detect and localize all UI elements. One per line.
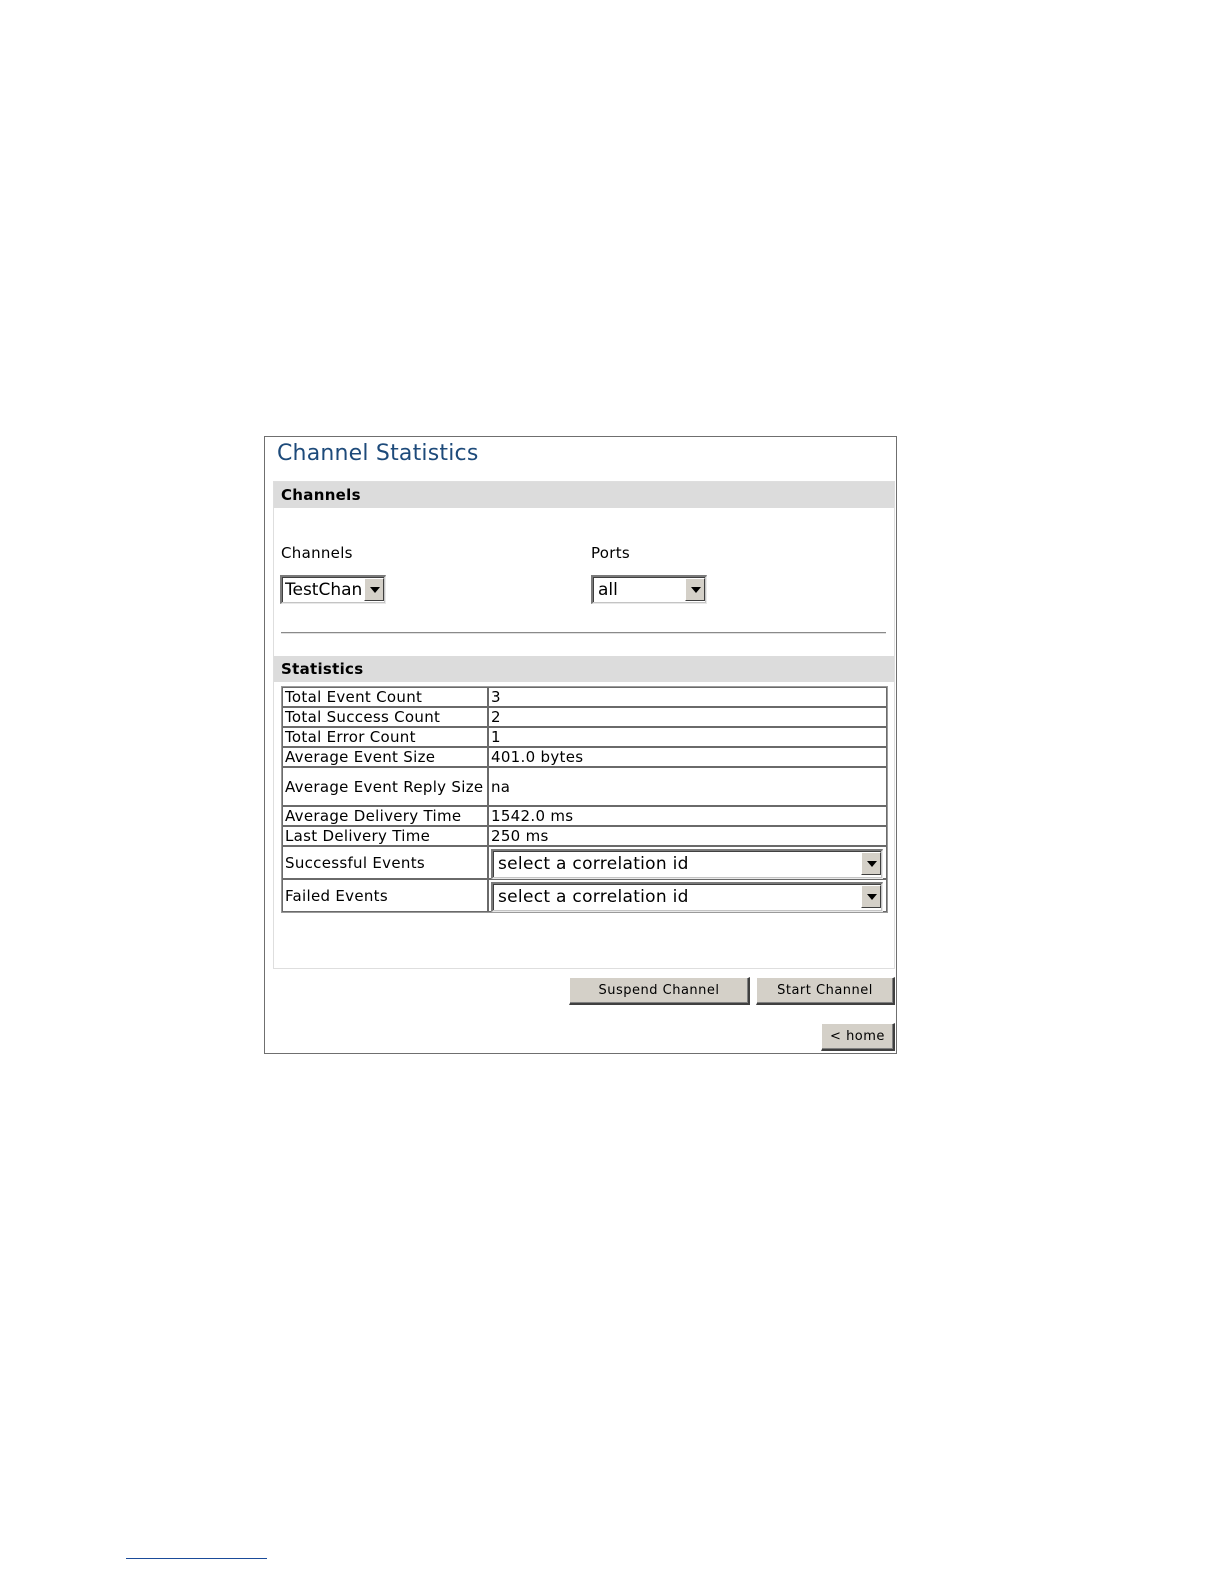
chevron-down-icon[interactable] — [364, 578, 384, 601]
chevron-down-icon[interactable] — [685, 578, 705, 601]
table-row — [282, 707, 887, 727]
failed-events-select-value: select a correlation id — [498, 887, 689, 907]
channels-select[interactable] — [280, 575, 386, 604]
stat-label: Total Error Count — [282, 727, 488, 747]
table-row — [282, 747, 887, 767]
table-row — [282, 767, 887, 806]
successful-events-cell — [488, 846, 887, 879]
stat-value: 1 — [488, 727, 887, 747]
failed-events-label: Failed Events — [282, 879, 488, 912]
stat-label: Last Delivery Time — [282, 826, 488, 846]
stat-label: Average Delivery Time — [282, 806, 488, 826]
channels-section-header: Channels — [274, 482, 894, 508]
statistics-section-header: Statistics — [274, 656, 894, 682]
stat-label: Average Event Reply Size — [282, 767, 488, 806]
stat-label: Total Event Count — [282, 687, 488, 707]
start-channel-button[interactable]: Start Channel — [756, 977, 895, 1005]
table-row — [282, 879, 887, 912]
stat-value: na — [488, 767, 887, 806]
stat-value: 1542.0 ms — [488, 806, 887, 826]
suspend-channel-button[interactable]: Suspend Channel — [569, 977, 750, 1005]
stat-value: 2 — [488, 707, 887, 727]
section-divider — [281, 632, 886, 634]
successful-events-select[interactable] — [491, 849, 883, 879]
statistics-table — [281, 686, 888, 913]
failed-events-select[interactable] — [491, 882, 883, 912]
successful-events-label: Successful Events — [282, 846, 488, 879]
channel-statistics-window — [264, 436, 897, 1054]
table-row — [282, 687, 887, 707]
channels-label: Channels — [281, 544, 353, 562]
failed-events-cell — [488, 879, 887, 912]
chevron-down-icon[interactable] — [861, 852, 881, 875]
stat-label: Average Event Size — [282, 747, 488, 767]
table-row — [282, 846, 887, 879]
stat-value: 3 — [488, 687, 887, 707]
stat-value: 401.0 bytes — [488, 747, 887, 767]
ports-label: Ports — [591, 544, 631, 562]
stat-label: Total Success Count — [282, 707, 488, 727]
home-button[interactable]: < home — [821, 1023, 895, 1051]
content-panel — [273, 481, 895, 969]
page-title: Channel Statistics — [277, 441, 479, 466]
footnote-separator — [126, 1558, 267, 1559]
stat-value: 250 ms — [488, 826, 887, 846]
successful-events-select-value: select a correlation id — [498, 854, 689, 874]
table-row — [282, 826, 887, 846]
table-row — [282, 727, 887, 747]
channels-select-value: TestChan — [285, 580, 363, 600]
chevron-down-icon[interactable] — [861, 885, 881, 908]
ports-select-value: all — [598, 580, 618, 600]
ports-select[interactable] — [591, 575, 707, 604]
table-row — [282, 806, 887, 826]
